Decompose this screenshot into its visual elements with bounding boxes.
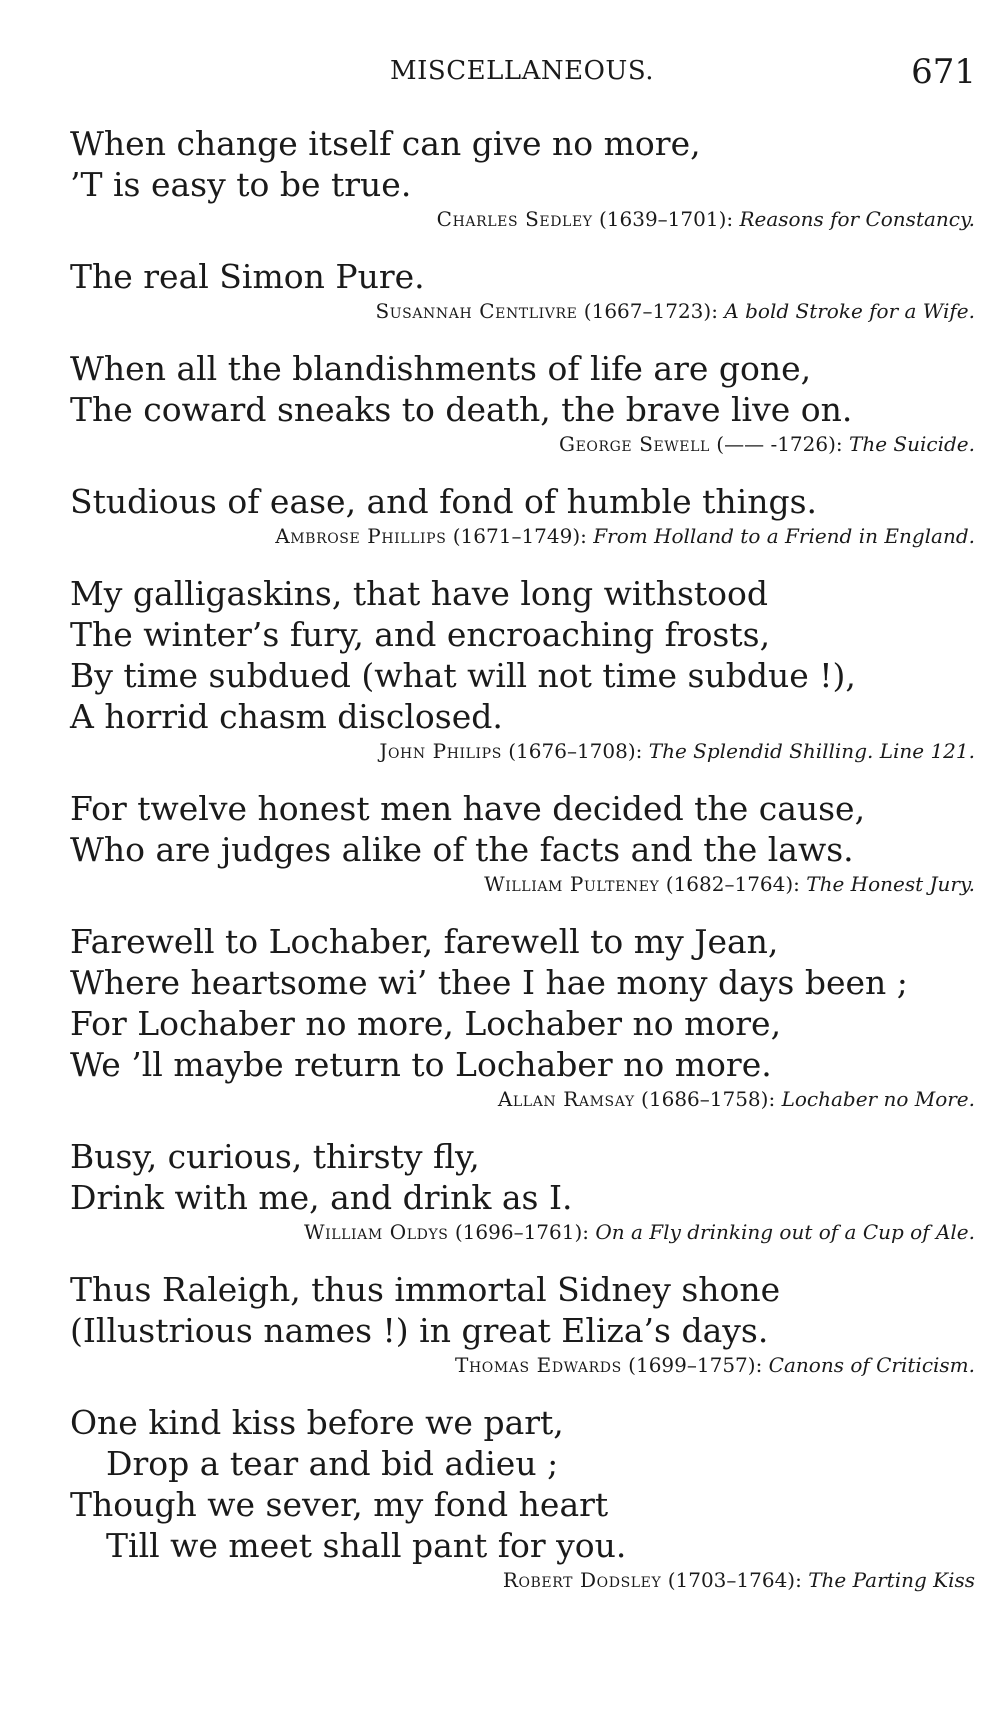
verse-line: Studious of ease, and fond of humble things.: [70, 482, 817, 521]
quotation-block: [70, 348, 975, 459]
work-title: The Parting Kiss: [808, 1568, 975, 1592]
author-dates: (—— -1726):: [709, 432, 849, 456]
verse-line: Drink with me, and drink as I.: [70, 1178, 573, 1217]
work-title: The Suicide.: [849, 432, 975, 456]
author-name: Charles Sedley: [436, 207, 593, 231]
author-dates: (1696–1761):: [448, 1220, 596, 1244]
verse-line: One kind kiss before we part,: [70, 1403, 564, 1442]
verse-line: The coward sneaks to death, the brave live on.: [70, 390, 853, 429]
author-name: John Philips: [379, 739, 502, 763]
quotation-block: [70, 921, 975, 1114]
page-number: 671: [911, 52, 976, 92]
verse-line: Where heartsome wi’ thee I hae mony days been ;: [70, 963, 908, 1002]
work-title: Reasons for Constancy.: [739, 207, 975, 231]
verse-line: The real Simon Pure.: [70, 257, 425, 296]
attribution: [70, 521, 975, 551]
author-name: William Pulteney: [484, 872, 660, 896]
attribution: [70, 736, 975, 766]
attribution: [70, 429, 975, 459]
author-name: Susannah Centlivre: [375, 299, 578, 323]
running-title: MISCELLANEOUS.: [390, 56, 654, 86]
verse-line: By time subdued (what will not time subdue !),: [70, 656, 856, 695]
page-header: [0, 52, 1000, 102]
attribution: [70, 1084, 975, 1114]
verse-line: For twelve honest men have decided the cause,: [70, 789, 866, 828]
work-title: From Holland to a Friend in England.: [593, 524, 975, 548]
attribution: [70, 204, 975, 234]
work-title: A bold Stroke for a Wife.: [724, 299, 975, 323]
attribution: [70, 1565, 975, 1595]
author-dates: (1676–1708):: [501, 739, 649, 763]
attribution: [70, 1217, 975, 1247]
quotation-block: [70, 256, 975, 326]
author-dates: (1686–1758):: [634, 1087, 782, 1111]
verse-line: A horrid chasm disclosed.: [70, 697, 503, 736]
author-dates: (1667–1723):: [577, 299, 725, 323]
work-title: Lochaber no More.: [781, 1087, 975, 1111]
author-name: Allan Ramsay: [497, 1087, 635, 1111]
attribution: [70, 296, 975, 326]
verse-line: Thus Raleigh, thus immortal Sidney shone: [70, 1270, 781, 1309]
verse-line: When all the blandishments of life are gone,: [70, 349, 812, 388]
work-title: The Honest Jury.: [806, 872, 975, 896]
verse-line: Who are judges alike of the facts and the laws.: [70, 830, 854, 869]
quotation-block: [70, 1136, 975, 1247]
quotation-block: [70, 1402, 975, 1595]
quotation-block: [70, 123, 975, 234]
author-dates: (1703–1764):: [661, 1568, 809, 1592]
author-dates: (1639–1701):: [592, 207, 740, 231]
verse-line: My galligaskins, that have long withstood: [70, 574, 769, 613]
work-title: Canons of Criticism.: [768, 1353, 975, 1377]
verse-line: Farewell to Lochaber, farewell to my Jean,: [70, 922, 779, 961]
attribution: [70, 1350, 975, 1380]
quotation-block: [70, 573, 975, 766]
verse-line: Busy, curious, thirsty fly,: [70, 1137, 480, 1176]
author-dates: (1699–1757):: [621, 1353, 769, 1377]
verse-line: We ’ll maybe return to Lochaber no more.: [70, 1045, 772, 1084]
author-name: Robert Dodsley: [502, 1568, 662, 1592]
author-name: Thomas Edwards: [455, 1353, 622, 1377]
verse-line: The winter’s fury, and encroaching frosts,: [70, 615, 771, 654]
attribution: [70, 869, 975, 899]
verse-line: For Lochaber no more, Lochaber no more,: [70, 1004, 782, 1043]
author-dates: (1671–1749):: [446, 524, 594, 548]
author-dates: (1682–1764):: [659, 872, 807, 896]
verse-line: Though we sever, my fond heart: [70, 1485, 609, 1524]
work-title: On a Fly drinking out of a Cup of Ale.: [595, 1220, 975, 1244]
verse-line: (Illustrious names !) in great Eliza’s days.: [70, 1311, 769, 1350]
verse-line: ’T is easy to be true.: [70, 165, 412, 204]
verse-line: When change itself can give no more,: [70, 124, 701, 163]
quotation-block: [70, 1269, 975, 1380]
quotation-list: [70, 123, 975, 1617]
author-name: William Oldys: [303, 1220, 449, 1244]
author-name: Ambrose Phillips: [275, 524, 447, 548]
author-name: George Sewell: [559, 432, 710, 456]
verse-line: Drop a tear and bid adieu ;: [106, 1444, 559, 1483]
work-title: The Splendid Shilling. Line 121.: [648, 739, 975, 763]
quotation-block: [70, 788, 975, 899]
quotation-block: [70, 481, 975, 551]
verse-line: Till we meet shall pant for you.: [106, 1526, 627, 1565]
